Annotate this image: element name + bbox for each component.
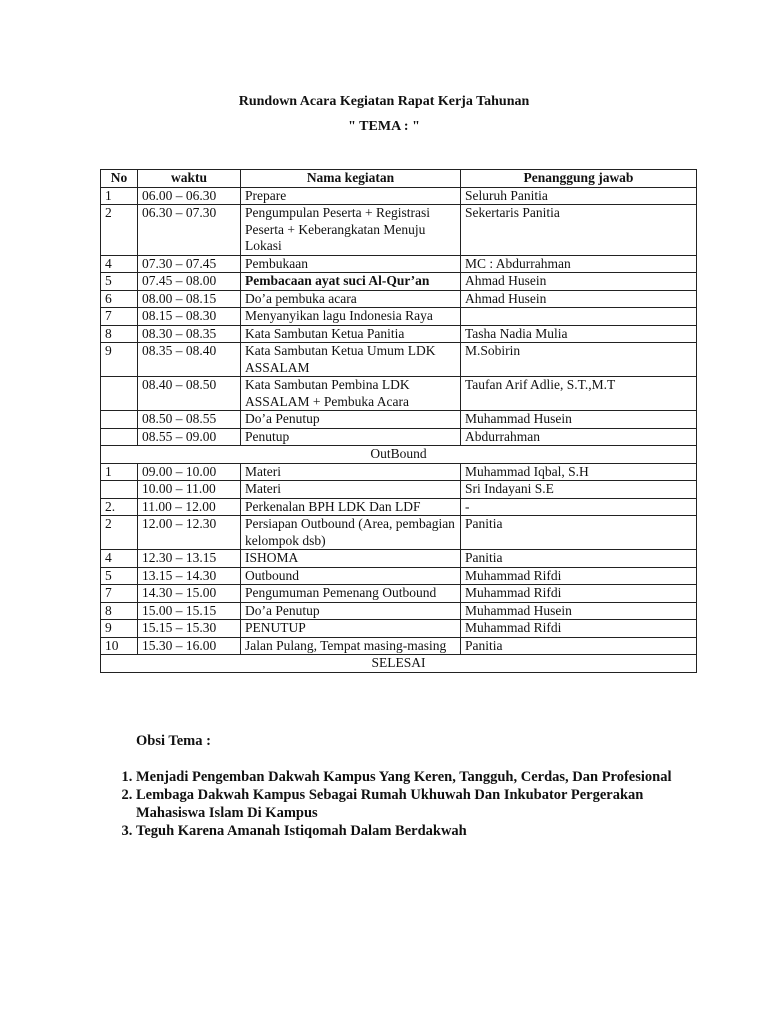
footer-section: [101, 655, 697, 673]
row-penanggung-jawab: Muhammad Rifdi: [461, 567, 697, 585]
table-row: [101, 481, 697, 499]
row-no: 6: [101, 290, 138, 308]
row-nama-kegiatan: PENUTUP: [241, 620, 461, 638]
obsi-item: 3. Teguh Karena Amanah Istiqomah Dalam Berdakwah: [136, 822, 696, 840]
rundown-table: [100, 169, 697, 673]
section-label: OutBound: [101, 446, 697, 464]
row-penanggung-jawab: Ahmad Husein: [461, 290, 697, 308]
row-nama-kegiatan: Prepare: [241, 187, 461, 205]
table-row: [101, 205, 697, 256]
table-row: [101, 273, 697, 291]
row-nama-kegiatan: Do’a Penutup: [241, 602, 461, 620]
row-penanggung-jawab: [461, 308, 697, 326]
row-penanggung-jawab: Ahmad Husein: [461, 273, 697, 291]
row-waktu: 07.30 – 07.45: [138, 255, 241, 273]
row-no: 4: [101, 550, 138, 568]
row-no: 9: [101, 620, 138, 638]
row-waktu: 08.50 – 08.55: [138, 411, 241, 429]
table-row: [101, 498, 697, 516]
tema-heading: " TEMA : ": [348, 119, 420, 134]
row-no: [101, 428, 138, 446]
table-row: [101, 325, 697, 343]
row-penanggung-jawab: Panitia: [461, 637, 697, 655]
table-row: [101, 428, 697, 446]
row-no: 2: [101, 205, 138, 256]
row-nama-kegiatan: Penutup: [241, 428, 461, 446]
row-nama-kegiatan: Jalan Pulang, Tempat masing-masing: [241, 637, 461, 655]
row-nama-kegiatan: Kata Sambutan Ketua Panitia: [241, 325, 461, 343]
row-nama-kegiatan: Pengumpulan Peserta + Registrasi Peserta + Keberangkatan Menuju Lokasi: [241, 205, 461, 256]
row-penanggung-jawab: -: [461, 498, 697, 516]
row-waktu: 14.30 – 15.00: [138, 585, 241, 603]
row-penanggung-jawab: Muhammad Rifdi: [461, 620, 697, 638]
row-no: 8: [101, 325, 138, 343]
row-nama-kegiatan: Do’a Penutup: [241, 411, 461, 429]
row-penanggung-jawab: Muhammad Husein: [461, 411, 697, 429]
row-waktu: 06.30 – 07.30: [138, 205, 241, 256]
header-nama-kegiatan: Nama kegiatan: [241, 170, 461, 188]
table-row: [101, 308, 697, 326]
row-nama-kegiatan: Do’a pembuka acara: [241, 290, 461, 308]
footer-row: [101, 655, 697, 673]
row-waktu: 08.30 – 08.35: [138, 325, 241, 343]
footer-label: SELESAI: [101, 655, 697, 673]
row-penanggung-jawab: Taufan Arif Adlie, S.T.,M.T: [461, 377, 697, 411]
row-penanggung-jawab: Seluruh Panitia: [461, 187, 697, 205]
row-penanggung-jawab: Muhammad Husein: [461, 602, 697, 620]
row-nama-kegiatan: Perkenalan BPH LDK Dan LDF: [241, 498, 461, 516]
part1-body: [101, 187, 697, 446]
row-waktu: 12.30 – 13.15: [138, 550, 241, 568]
table-row: [101, 620, 697, 638]
row-waktu: 08.35 – 08.40: [138, 343, 241, 377]
row-no: 2: [101, 516, 138, 550]
table-header-row: [101, 170, 697, 188]
table-row: [101, 255, 697, 273]
row-penanggung-jawab: M.Sobirin: [461, 343, 697, 377]
table-row: [101, 290, 697, 308]
row-nama-kegiatan: Kata Sambutan Ketua Umum LDK ASSALAM: [241, 343, 461, 377]
row-nama-kegiatan: Pembukaan: [241, 255, 461, 273]
obsi-title: Obsi Tema :: [136, 733, 211, 749]
row-waktu: 06.00 – 06.30: [138, 187, 241, 205]
row-no: 4: [101, 255, 138, 273]
row-waktu: 08.40 – 08.50: [138, 377, 241, 411]
row-waktu: 12.00 – 12.30: [138, 516, 241, 550]
row-nama-kegiatan: ISHOMA: [241, 550, 461, 568]
row-no: 9: [101, 343, 138, 377]
table-row: [101, 516, 697, 550]
row-nama-kegiatan: Pembacaan ayat suci Al-Qur’an: [241, 273, 461, 291]
row-waktu: 08.00 – 08.15: [138, 290, 241, 308]
row-penanggung-jawab: Panitia: [461, 550, 697, 568]
outbound-section: [101, 446, 697, 464]
row-waktu: 08.55 – 09.00: [138, 428, 241, 446]
table-row: [101, 187, 697, 205]
row-no: 7: [101, 308, 138, 326]
row-no: 2.: [101, 498, 138, 516]
table-row: [101, 637, 697, 655]
row-no: 7: [101, 585, 138, 603]
table-row: [101, 463, 697, 481]
part2-body: [101, 463, 697, 655]
table-row: [101, 343, 697, 377]
row-waktu: 15.30 – 16.00: [138, 637, 241, 655]
row-penanggung-jawab: Sekertaris Panitia: [461, 205, 697, 256]
row-penanggung-jawab: Muhammad Rifdi: [461, 585, 697, 603]
header-penanggung-jawab: Penanggung jawab: [461, 170, 697, 188]
row-penanggung-jawab: Abdurrahman: [461, 428, 697, 446]
row-penanggung-jawab: MC : Abdurrahman: [461, 255, 697, 273]
row-nama-kegiatan: Materi: [241, 463, 461, 481]
row-waktu: 07.45 – 08.00: [138, 273, 241, 291]
row-waktu: 09.00 – 10.00: [138, 463, 241, 481]
row-waktu: 08.15 – 08.30: [138, 308, 241, 326]
header-waktu: waktu: [138, 170, 241, 188]
row-waktu: 15.15 – 15.30: [138, 620, 241, 638]
row-waktu: 15.00 – 15.15: [138, 602, 241, 620]
row-waktu: 13.15 – 14.30: [138, 567, 241, 585]
row-no: 1: [101, 187, 138, 205]
obsi-item: 1. Menjadi Pengemban Dakwah Kampus Yang Keren, Tangguh, Cerdas, Dan Profesional: [136, 768, 696, 786]
obsi-item: 2. Lembaga Dakwah Kampus Sebagai Rumah Ukhuwah Dan Inkubator Pergerakan Mahasiswa Islam Di Kampus: [136, 786, 696, 822]
header-no: No: [101, 170, 138, 188]
row-no: 5: [101, 567, 138, 585]
row-nama-kegiatan: Pengumuman Pemenang Outbound: [241, 585, 461, 603]
row-penanggung-jawab: Sri Indayani S.E: [461, 481, 697, 499]
row-no: 10: [101, 637, 138, 655]
row-nama-kegiatan: Materi: [241, 481, 461, 499]
row-no: 5: [101, 273, 138, 291]
table-row: [101, 411, 697, 429]
table-row: [101, 550, 697, 568]
row-nama-kegiatan: Menyanyikan lagu Indonesia Raya: [241, 308, 461, 326]
row-nama-kegiatan: Persiapan Outbound (Area, pembagian kelompok dsb): [241, 516, 461, 550]
table-row: [101, 585, 697, 603]
row-waktu: 10.00 – 11.00: [138, 481, 241, 499]
row-no: [101, 377, 138, 411]
row-no: [101, 411, 138, 429]
document-title: Rundown Acara Kegiatan Rapat Kerja Tahunan: [238, 94, 530, 109]
row-nama-kegiatan: Kata Sambutan Pembina LDK ASSALAM + Pembuka Acara: [241, 377, 461, 411]
row-no: 1: [101, 463, 138, 481]
table-row: [101, 567, 697, 585]
row-waktu: 11.00 – 12.00: [138, 498, 241, 516]
table-row: [101, 602, 697, 620]
row-penanggung-jawab: Panitia: [461, 516, 697, 550]
row-no: [101, 481, 138, 499]
row-penanggung-jawab: Muhammad Iqbal, S.H: [461, 463, 697, 481]
row-penanggung-jawab: Tasha Nadia Mulia: [461, 325, 697, 343]
row-no: 8: [101, 602, 138, 620]
section-row-outbound: [101, 446, 697, 464]
row-nama-kegiatan: Outbound: [241, 567, 461, 585]
table-row: [101, 377, 697, 411]
obsi-list: [100, 768, 696, 840]
